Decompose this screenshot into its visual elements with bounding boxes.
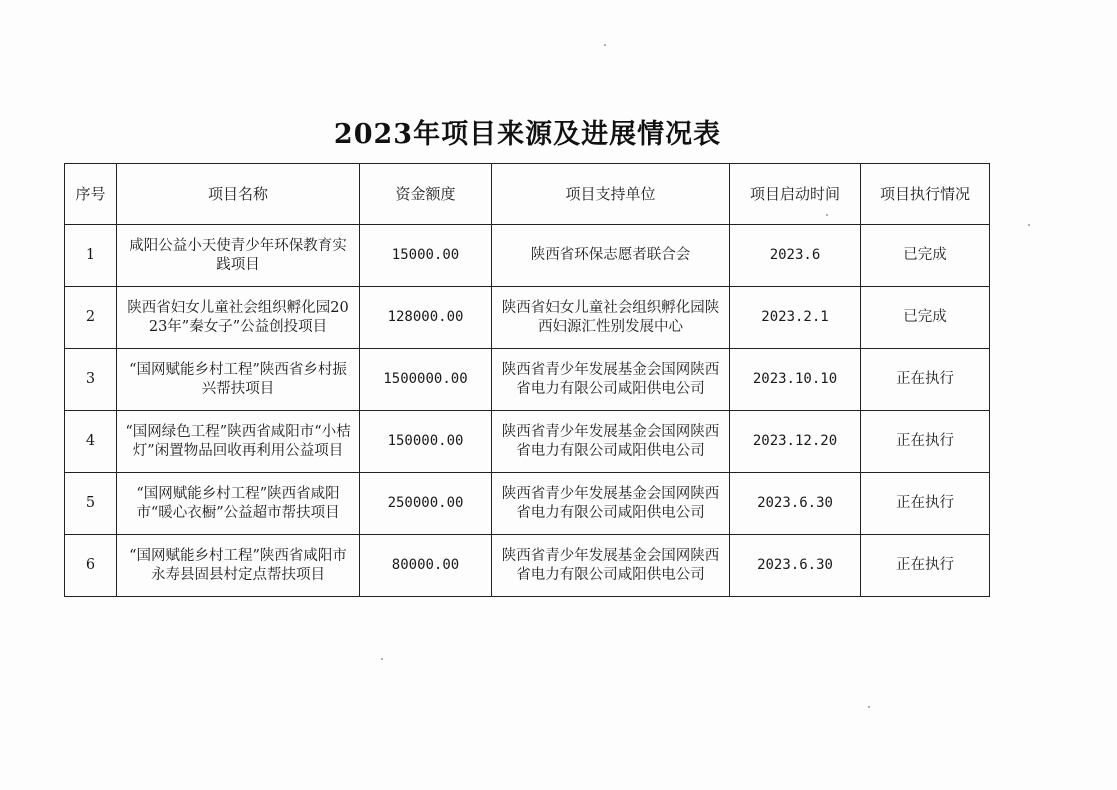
table-row <box>65 225 990 287</box>
cell-start-date: 2023.6.30 <box>730 535 861 597</box>
cell-support-unit: 陕西省青少年发展基金会国网陕西省电力有限公司咸阳供电公司 <box>492 349 730 411</box>
cell-support-unit: 陕西省青少年发展基金会国网陕西省电力有限公司咸阳供电公司 <box>492 535 730 597</box>
scan-speck <box>826 214 828 216</box>
cell-project-name: “国网绿色工程”陕西省咸阳市“小桔灯”闲置物品回收再利用公益项目 <box>117 411 360 473</box>
cell-status: 正在执行 <box>861 535 990 597</box>
header-fund-amount: 资金额度 <box>360 164 492 225</box>
cell-seq: 6 <box>65 535 117 597</box>
header-seq: 序号 <box>65 164 117 225</box>
project-table <box>64 163 990 597</box>
cell-fund-amount: 150000.00 <box>360 411 492 473</box>
cell-status: 正在执行 <box>861 473 990 535</box>
table-row <box>65 411 990 473</box>
table-body <box>65 225 990 597</box>
cell-fund-amount: 250000.00 <box>360 473 492 535</box>
cell-seq: 2 <box>65 287 117 349</box>
cell-seq: 1 <box>65 225 117 287</box>
cell-fund-amount: 128000.00 <box>360 287 492 349</box>
scan-speck <box>868 706 870 708</box>
table-row <box>65 349 990 411</box>
cell-seq: 3 <box>65 349 117 411</box>
cell-fund-amount: 80000.00 <box>360 535 492 597</box>
cell-fund-amount: 15000.00 <box>360 225 492 287</box>
table-header <box>65 164 990 225</box>
cell-project-name: “国网赋能乡村工程”陕西省咸阳市永寿县固县村定点帮扶项目 <box>117 535 360 597</box>
cell-support-unit: 陕西省妇女儿童社会组织孵化园陕西妇源汇性别发展中心 <box>492 287 730 349</box>
document-title: 2023年项目来源及进展情况表 <box>333 119 722 150</box>
cell-project-name: 咸阳公益小天使青少年环保教育实践项目 <box>117 225 360 287</box>
cell-status: 正在执行 <box>861 349 990 411</box>
cell-support-unit: 陕西省青少年发展基金会国网陕西省电力有限公司咸阳供电公司 <box>492 473 730 535</box>
scan-speck <box>1028 224 1030 226</box>
header-support-unit: 项目支持单位 <box>492 164 730 225</box>
cell-seq: 4 <box>65 411 117 473</box>
cell-start-date: 2023.6.30 <box>730 473 861 535</box>
cell-start-date: 2023.10.10 <box>730 349 861 411</box>
cell-fund-amount: 1500000.00 <box>360 349 492 411</box>
cell-project-name: 陕西省妇女儿童社会组织孵化园2023年”秦女子”公益创投项目 <box>117 287 360 349</box>
cell-status: 正在执行 <box>861 411 990 473</box>
header-start-date: 项目启动时间 <box>730 164 861 225</box>
cell-start-date: 2023.2.1 <box>730 287 861 349</box>
scan-speck <box>604 44 606 46</box>
cell-support-unit: 陕西省环保志愿者联合会 <box>492 225 730 287</box>
cell-start-date: 2023.6 <box>730 225 861 287</box>
cell-support-unit: 陕西省青少年发展基金会国网陕西省电力有限公司咸阳供电公司 <box>492 411 730 473</box>
cell-seq: 5 <box>65 473 117 535</box>
scan-speck <box>381 658 383 660</box>
header-project-name: 项目名称 <box>117 164 360 225</box>
cell-start-date: 2023.12.20 <box>730 411 861 473</box>
table-row <box>65 473 990 535</box>
cell-status: 已完成 <box>861 287 990 349</box>
cell-project-name: “国网赋能乡村工程”陕西省咸阳市“暖心衣橱”公益超市帮扶项目 <box>117 473 360 535</box>
cell-status: 已完成 <box>861 225 990 287</box>
header-status: 项目执行情况 <box>861 164 990 225</box>
header-row <box>65 164 990 225</box>
cell-project-name: “国网赋能乡村工程”陕西省乡村振兴帮扶项目 <box>117 349 360 411</box>
table-row <box>65 535 990 597</box>
table-row <box>65 287 990 349</box>
